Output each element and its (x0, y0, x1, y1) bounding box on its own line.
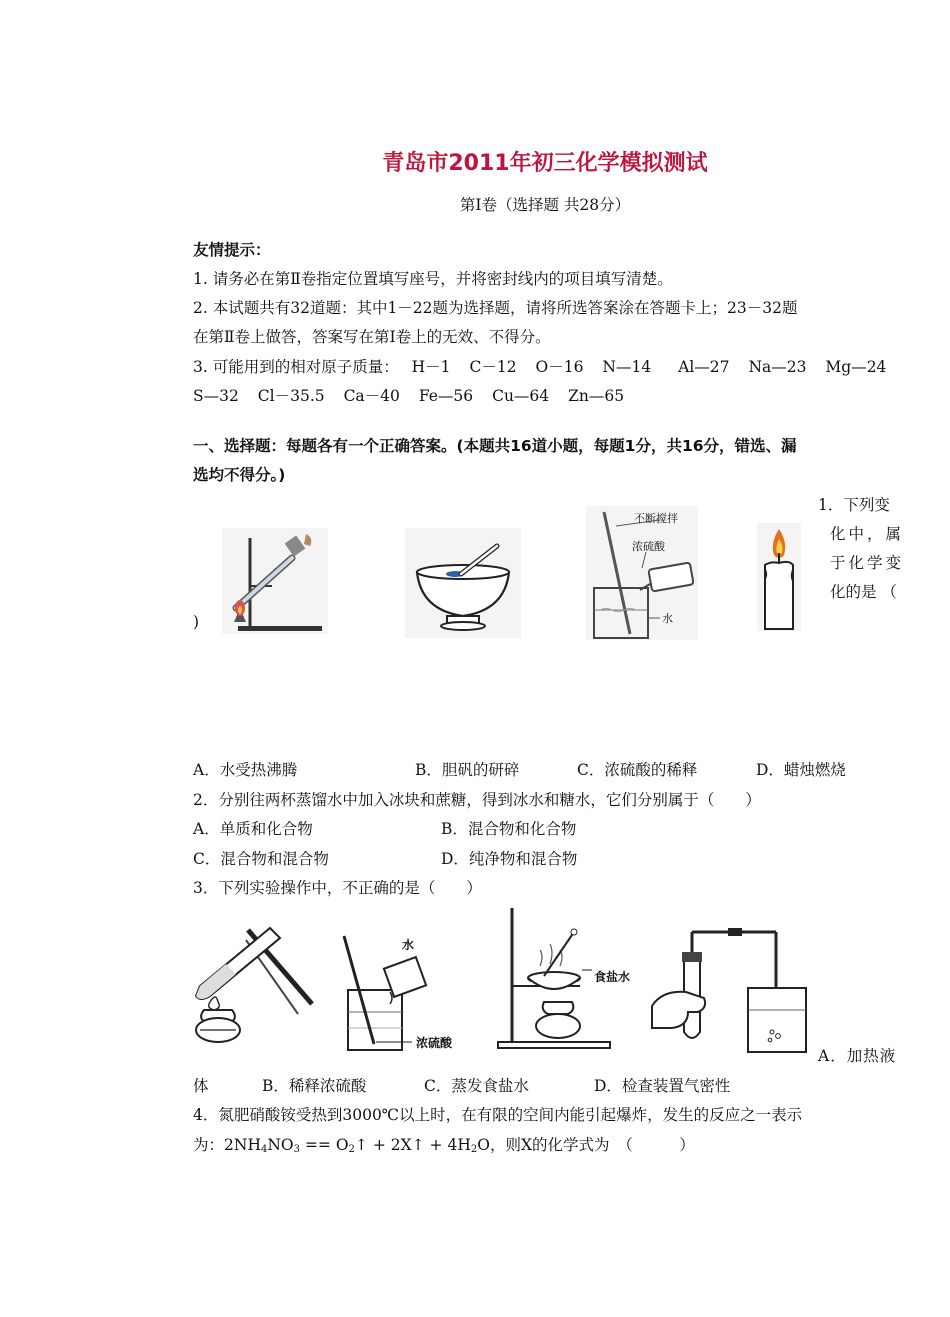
q2-option-a: A．单质和化合物 (193, 820, 313, 838)
section1-heading-b: 选均不得分。) (193, 466, 286, 484)
page-title: 青岛市2011年初三化学模拟测试 (382, 151, 708, 176)
mass-h: H－1 (411, 358, 451, 376)
mass-na: Na—23 (748, 358, 807, 376)
q3-option-a-part1: A．加热液 (818, 1047, 897, 1065)
q2-option-b: B．混合物和化合物 (441, 820, 577, 838)
label-water-2: 水 (402, 938, 415, 952)
figure-mortar (405, 528, 521, 638)
mass-cu: Cu—64 (492, 387, 550, 405)
tips-heading: 友情提示： (193, 241, 271, 259)
mass-c: C－12 (469, 358, 517, 376)
q4-eq-b: NO (267, 1136, 294, 1154)
mass-o: O－16 (535, 358, 584, 376)
q1-option-b: B．胆矾的研碎 (415, 761, 520, 779)
label-water: 水 (662, 612, 673, 625)
q1-stem-4: 化的是 （ (830, 583, 897, 601)
q1-option-a: A．水受热沸腾 (193, 761, 298, 779)
q4-eq-d: ↑ + 2X↑ + 4H (354, 1136, 471, 1154)
mass-cl: Cl－35.5 (257, 387, 325, 405)
tip-3-row2 (193, 386, 624, 406)
q1-option-d: D．蜡烛燃烧 (756, 761, 846, 779)
figure-candle (757, 523, 801, 631)
q3-stem: 3．下列实验操作中，不正确的是（ ） (193, 879, 482, 897)
figure-air-tightness (648, 924, 810, 1056)
section1-heading-a: 一、选择题：每题各有一个正确答案。(本题共16道小题，每题1分，共16分，错选、漏 (193, 437, 797, 455)
mass-al: Al—27 (678, 358, 730, 376)
q4-eq-c: == O (300, 1136, 349, 1154)
q3-option-c: C．蒸发食盐水 (424, 1077, 529, 1095)
figure-dilute-acid-2 (340, 932, 470, 1054)
q4-eq-prefix: 为： (193, 1136, 225, 1154)
q1-stem-close: ) (193, 613, 200, 631)
q4-eq-e: O，则X的化学式为 （ ） (477, 1136, 695, 1154)
mass-fe: Fe—56 (418, 387, 474, 405)
label-salt-water: 食盐水 (594, 970, 631, 984)
q3-option-b: B．稀释浓硫酸 (262, 1077, 367, 1095)
label-stir: 不断搅拌 (634, 512, 678, 525)
tip-3-label: 3. 可能用到的相对原子质量： (193, 358, 399, 376)
q4-eq-sub2: 3 (293, 1144, 300, 1155)
label-conc-acid: 浓硫酸 (632, 540, 665, 553)
q2-option-d: D．纯净物和混合物 (441, 850, 578, 868)
q3-option-a-part2: 体 (193, 1077, 209, 1095)
q4-eq-sub3: 2 (348, 1144, 355, 1155)
mass-n: N—14 (602, 358, 652, 376)
tip-2a: 2. 本试题共有32道题：其中1－22题为选择题，请将所选答案涂在答题卡上；23－32题 (193, 299, 798, 317)
q2-option-c: C．混合物和混合物 (193, 850, 329, 868)
mass-ca: Ca－40 (343, 387, 400, 405)
tip-3-row (193, 357, 886, 377)
mass-zn: Zn—65 (568, 387, 625, 405)
figure-heat-liquid (186, 926, 316, 1048)
q4-stem: 4．氮肥硝酸铵受热到3000℃以上时，在有限的空间内能引起爆炸，发生的反应之一表示 (193, 1106, 803, 1124)
tip-1: 1. 请务必在第Ⅱ卷指定位置填写座号，并将密封线内的项目填写清楚。 (193, 270, 673, 288)
q4-eq-sub4: 2 (470, 1144, 478, 1155)
figure-heating-water (222, 528, 328, 634)
q2-stem: 2．分别往两杯蒸馏水中加入冰块和蔗糖，得到冰水和糖水，它们分别属于（ ） (193, 791, 761, 809)
q1-stem-1: 1．下列变 (818, 496, 890, 514)
mass-s: S—32 (193, 387, 239, 405)
q4-eq-sub1: 4 (260, 1144, 268, 1155)
page-subtitle: 第Ⅰ卷（选择题 共28分） (459, 196, 631, 214)
mass-mg: Mg—24 (825, 358, 887, 376)
q1-stem-3: 于化学变 (830, 554, 905, 572)
q1-stem-2: 化中，属 (830, 525, 905, 543)
tip-2b: 在第Ⅱ卷上做答，答案写在第Ⅰ卷上的无效、不得分。 (193, 328, 551, 346)
q1-option-c: C．浓硫酸的稀释 (577, 761, 698, 779)
q4-equation (193, 1135, 695, 1160)
q4-eq-a: 2NH (224, 1136, 261, 1154)
label-conc-acid-2: 浓硫酸 (416, 1036, 453, 1050)
figure-dilute-acid (586, 506, 698, 640)
q3-option-d: D．检查装置气密性 (594, 1077, 731, 1095)
figure-evaporate (494, 906, 634, 1052)
